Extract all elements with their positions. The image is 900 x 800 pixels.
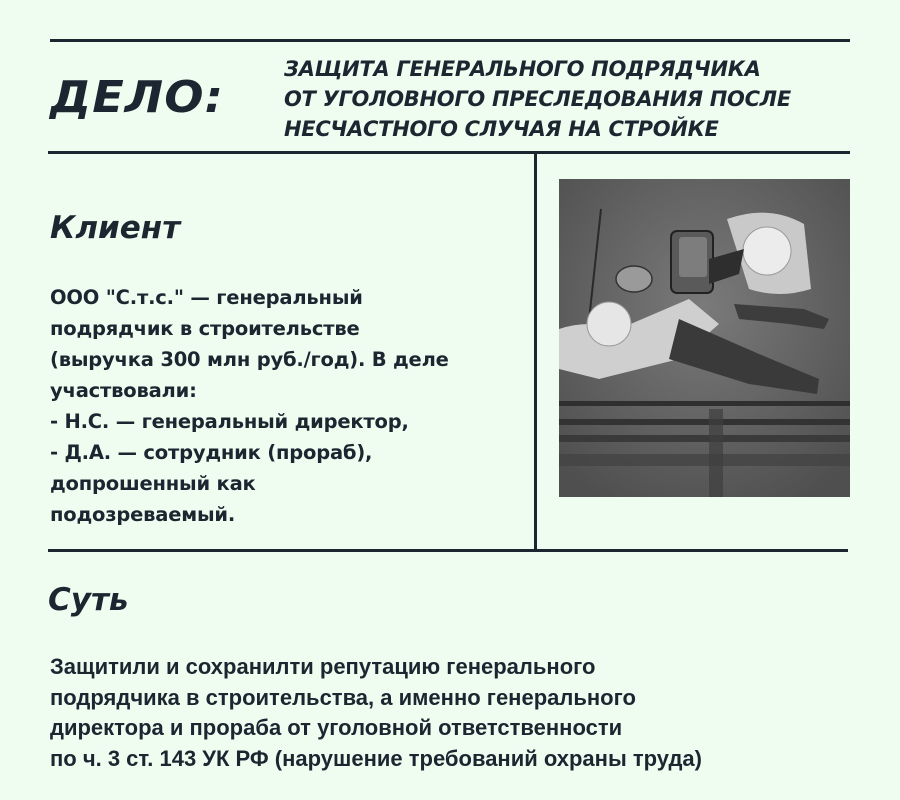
essence-line: подрядчика в строительства, а именно генерального [50,684,636,710]
column-divider [534,151,537,550]
case-title-line: НЕСЧАСТНОГО СЛУЧАЯ НА СТРОЙКЕ [284,117,719,141]
client-description [50,282,449,530]
client-line: (выручка 300 млн руб./год). В деле [50,348,449,371]
client-line: участвовали: [50,379,197,402]
client-line: - Д.А. — сотрудник (прораб), [50,441,373,464]
top-rule [50,39,850,42]
case-title [284,54,791,144]
accident-photo-illustration [559,179,850,497]
case-title-line: ЗАЩИТА ГЕНЕРАЛЬНОГО ПОДРЯДЧИКА [284,57,761,81]
essence-heading: Суть [48,582,129,618]
case-title-line: ОТ УГОЛОВНОГО ПРЕСЛЕДОВАНИЯ ПОСЛЕ [284,87,791,111]
header-bottom-rule [48,151,850,154]
accident-photo [559,179,850,497]
client-line: ООО "С.т.с." — генеральный [50,286,363,309]
essence-line: по ч. 3 ст. 143 УК РФ (нарушение требований охраны труда) [50,745,702,771]
essence-line: директора и прораба от уголовной ответственности [50,715,623,740]
client-line: подозреваемый. [50,503,236,526]
client-line: допрошенный как [50,472,256,495]
section-divider-rule [48,549,848,552]
client-line: - Н.С. — генеральный директор, [50,410,409,433]
case-label: ДЕЛО: [50,72,225,123]
essence-description [50,652,702,774]
client-line: подрядчик в строительстве [50,317,360,340]
essence-line: Защитили и сохранилти репутацию генерального [50,654,596,679]
client-heading: Клиент [50,210,181,246]
